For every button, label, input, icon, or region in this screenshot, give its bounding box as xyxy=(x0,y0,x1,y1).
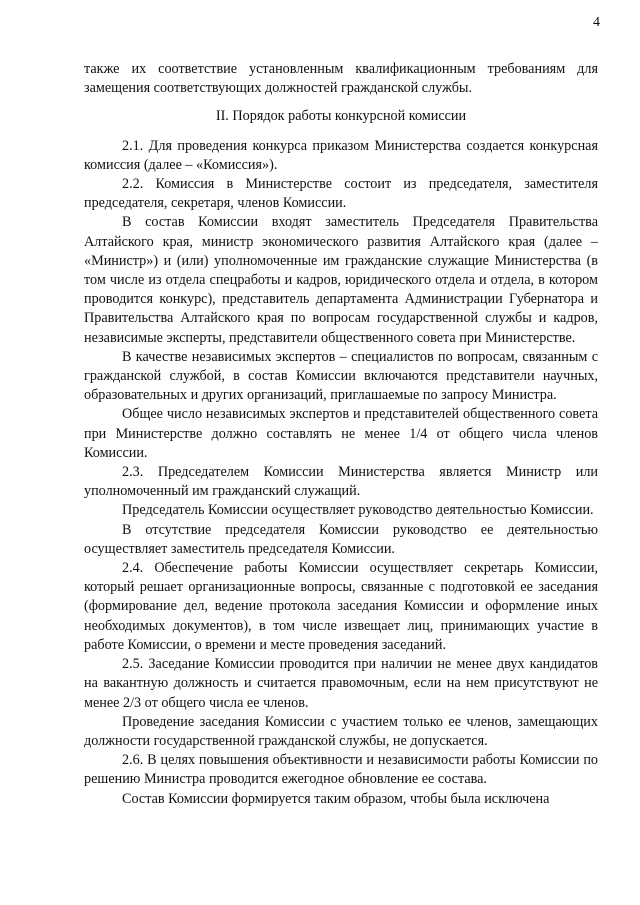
paragraph-2-5: 2.5. Заседание Комиссии проводится при наличии не менее двух кандидатов на вакантную должность и считается правомочным, если на нем присутствуют не менее 2/3 от общего числа ее членов. xyxy=(84,656,598,711)
paragraph-2-6: 2.6. В целях повышения объективности и независимости работы Комиссии по решению Министра проводится ежегодное обновление ее состава. xyxy=(84,752,598,788)
paragraph-chairman-absence: В отсутствие председателя Комиссии руководство ее деятельностью осуществляет заместитель председателя Комиссии. xyxy=(84,521,598,557)
paragraph-commission-composition: В состав Комиссии входят заместитель Председателя Правительства Алтайского края, министр экономического развития Алтайского края (далее – «Министр») и (или) уполномоченные им гражданские служащие Министерства (в том числе из отдела спецработы и кадров, юридического отдела и отдела, в котором проводится конкурс), представитель департамента Администрации Губернатора и Правительства Алтайского края по вопросам государственной службы и кадров, независимые эксперты, представители общественного совета при Министерстве. xyxy=(84,214,598,346)
paragraph-2-1: 2.1. Для проведения конкурса приказом Министерства создается конкурсная комиссия (далее – «Комиссия»). xyxy=(84,137,598,173)
section-title: II. Порядок работы конкурсной комиссии xyxy=(215,108,467,125)
paragraph-continuation: также их соответствие установленным квалификационным требованиям для замещения соответствующих должностей гражданской службы. xyxy=(84,61,598,97)
paragraph-2-4: 2.4. Обеспечение работы Комиссии осуществляет секретарь Комиссии, который решает организационные вопросы, связанные с подготовкой ее заседания (формирование дел, ведение протокола заседания Комиссии и оформление иных необходимых документов), в том числе извещает лиц, принимающих участие в работе Комиссии, о времени и месте проведения заседаний. xyxy=(84,560,598,653)
document-body xyxy=(84,60,598,809)
paragraph-independent-experts: В качестве независимых экспертов – специалистов по вопросам, связанным с гражданской службой, в состав Комиссии включаются представители научных, образовательных и других организаций, приглашаемые по запросу Министра. xyxy=(84,348,598,404)
paragraph-composition-formation: Состав Комиссии формируется таким образом, чтобы была исключена xyxy=(122,790,550,807)
paragraph-meeting-restriction: Проведение заседания Комиссии с участием только ее членов, замещающих должности государственной гражданской службы, не допускается. xyxy=(84,713,598,749)
paragraph-chairman-duties: Председатель Комиссии осуществляет руководство деятельностью Комиссии. xyxy=(122,502,594,519)
paragraph-experts-share: Общее число независимых экспертов и представителей общественного совета при Министерстве должно составлять не менее 1/4 от общего числа членов Комиссии. xyxy=(84,406,598,461)
paragraph-2-2: 2.2. Комиссия в Министерстве состоит из председателя, заместителя председателя, секретаря, членов Комиссии. xyxy=(84,176,598,212)
paragraph-2-3: 2.3. Председателем Комиссии Министерства является Министр или уполномоченный им гражданский служащий. xyxy=(84,464,598,500)
page-number: 4 xyxy=(593,15,600,30)
